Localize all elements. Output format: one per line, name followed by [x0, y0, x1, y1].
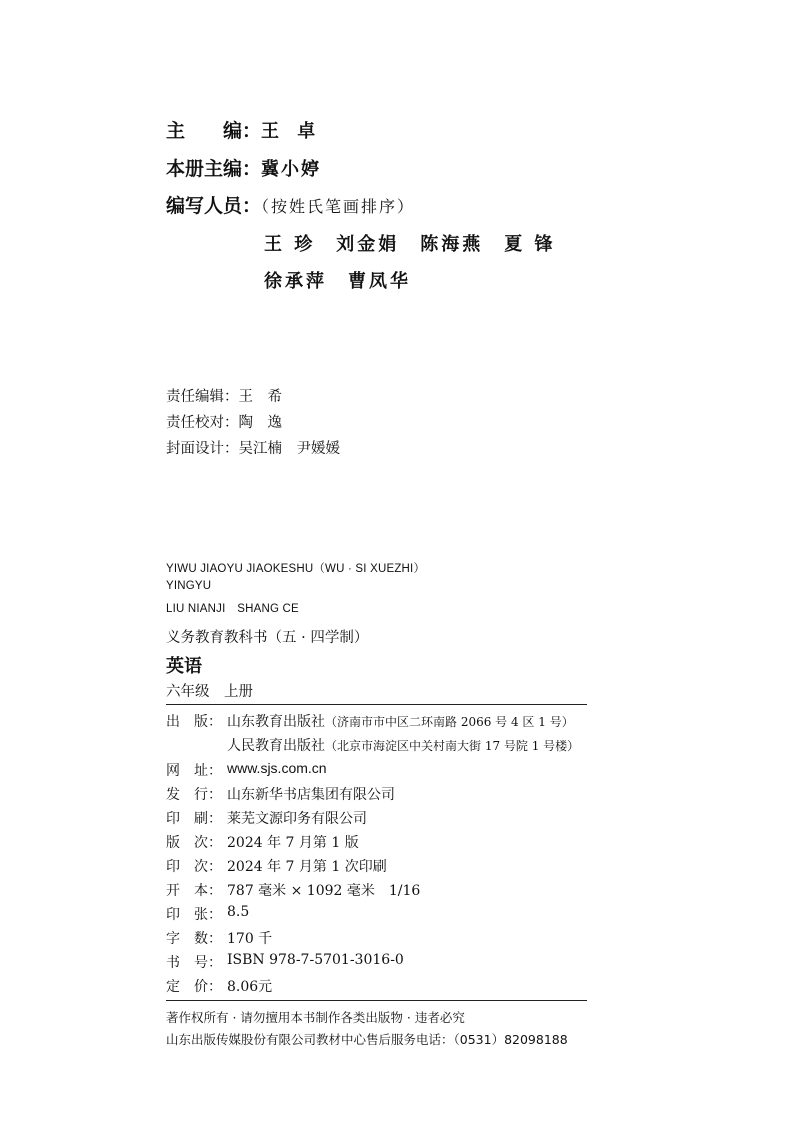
imprint-top-rule — [166, 704, 587, 705]
sheets-label: 印 张： — [166, 907, 222, 923]
proofreader: 责任校对：陶 逸 — [166, 415, 282, 431]
edition-value: 2024 年 7 月第 1 版 — [227, 835, 359, 851]
book-grade: 六年级 上册 — [166, 684, 253, 700]
isbn-value: ISBN 978-7-5701-3016-0 — [227, 952, 404, 968]
website-link[interactable]: www.sjs.com.cn — [227, 760, 327, 776]
pinyin-subject: YINGYU — [166, 580, 212, 592]
imprint-bottom-rule — [166, 1000, 587, 1001]
price-label: 定 价： — [166, 979, 222, 995]
printing-label: 印 次： — [166, 859, 222, 875]
volume-editor-label: 本册主编： — [166, 158, 262, 180]
writers-label: 编写人员： — [166, 195, 262, 217]
writers-line-1: 王 珍 刘金娟 陈海燕 夏 锋 — [264, 234, 556, 255]
isbn-label: 书 号： — [166, 955, 222, 971]
writers-note: （按姓氏笔画排序） — [261, 197, 416, 216]
copyright-notice: 著作权所有 · 请勿擅用本书制作各类出版物 · 违者必究 — [166, 1010, 465, 1025]
responsible-editor: 责任编辑：王 希 — [166, 389, 282, 405]
publisher-2 — [227, 735, 579, 755]
book-series: 义务教育教科书（五 · 四学制） — [166, 630, 369, 646]
publisher-1-name: 山东教育出版社 — [227, 714, 325, 730]
publisher-1 — [227, 711, 574, 731]
writers — [166, 191, 415, 218]
volume-editor — [166, 154, 321, 181]
website-label: 网 址： — [166, 763, 222, 779]
chief-editor-name: 王 卓 — [261, 121, 322, 142]
chief-editor-label: 主 编： — [166, 120, 262, 142]
distributor-value: 山东新华书店集团有限公司 — [227, 787, 395, 803]
distributor-label: 发 行： — [166, 787, 222, 803]
publisher-1-address: （济南市市中区二环南路 2066 号 4 区 1 号） — [325, 715, 574, 729]
chief-editor — [166, 116, 321, 143]
book-subject: 英语 — [166, 656, 202, 677]
printer-label: 印 刷： — [166, 811, 222, 827]
words-label: 字 数： — [166, 931, 222, 947]
publisher-2-address: （北京市海淀区中关村南大街 17 号院 1 号楼） — [325, 739, 580, 753]
volume-editor-name: 冀小婷 — [261, 159, 322, 180]
pinyin-grade: LIU NIANJI SHANG CE — [166, 603, 299, 615]
edition-label: 版 次： — [166, 835, 222, 851]
cover-design: 封面设计：吴江楠 尹媛媛 — [166, 441, 340, 457]
words-value: 170 千 — [227, 931, 273, 947]
format-value: 787 毫米 × 1092 毫米 1/16 — [227, 883, 421, 899]
printer-value: 莱芜文源印务有限公司 — [227, 811, 367, 827]
format-label: 开 本： — [166, 883, 222, 899]
sheets-value: 8.5 — [227, 904, 250, 920]
service-hotline: 山东出版传媒股份有限公司教材中心售后服务电话：（0531）82098188 — [166, 1032, 568, 1047]
publisher-2-name: 人民教育出版社 — [227, 738, 325, 754]
price-value: 8.06元 — [227, 979, 273, 995]
publisher-label: 出 版： — [166, 714, 222, 730]
printing-value: 2024 年 7 月第 1 次印刷 — [227, 859, 387, 875]
writers-line-2: 徐承萍 曹凤华 — [264, 271, 411, 292]
pinyin-series: YIWU JIAOYU JIAOKESHU（WU · SI XUEZHI） — [166, 563, 426, 575]
